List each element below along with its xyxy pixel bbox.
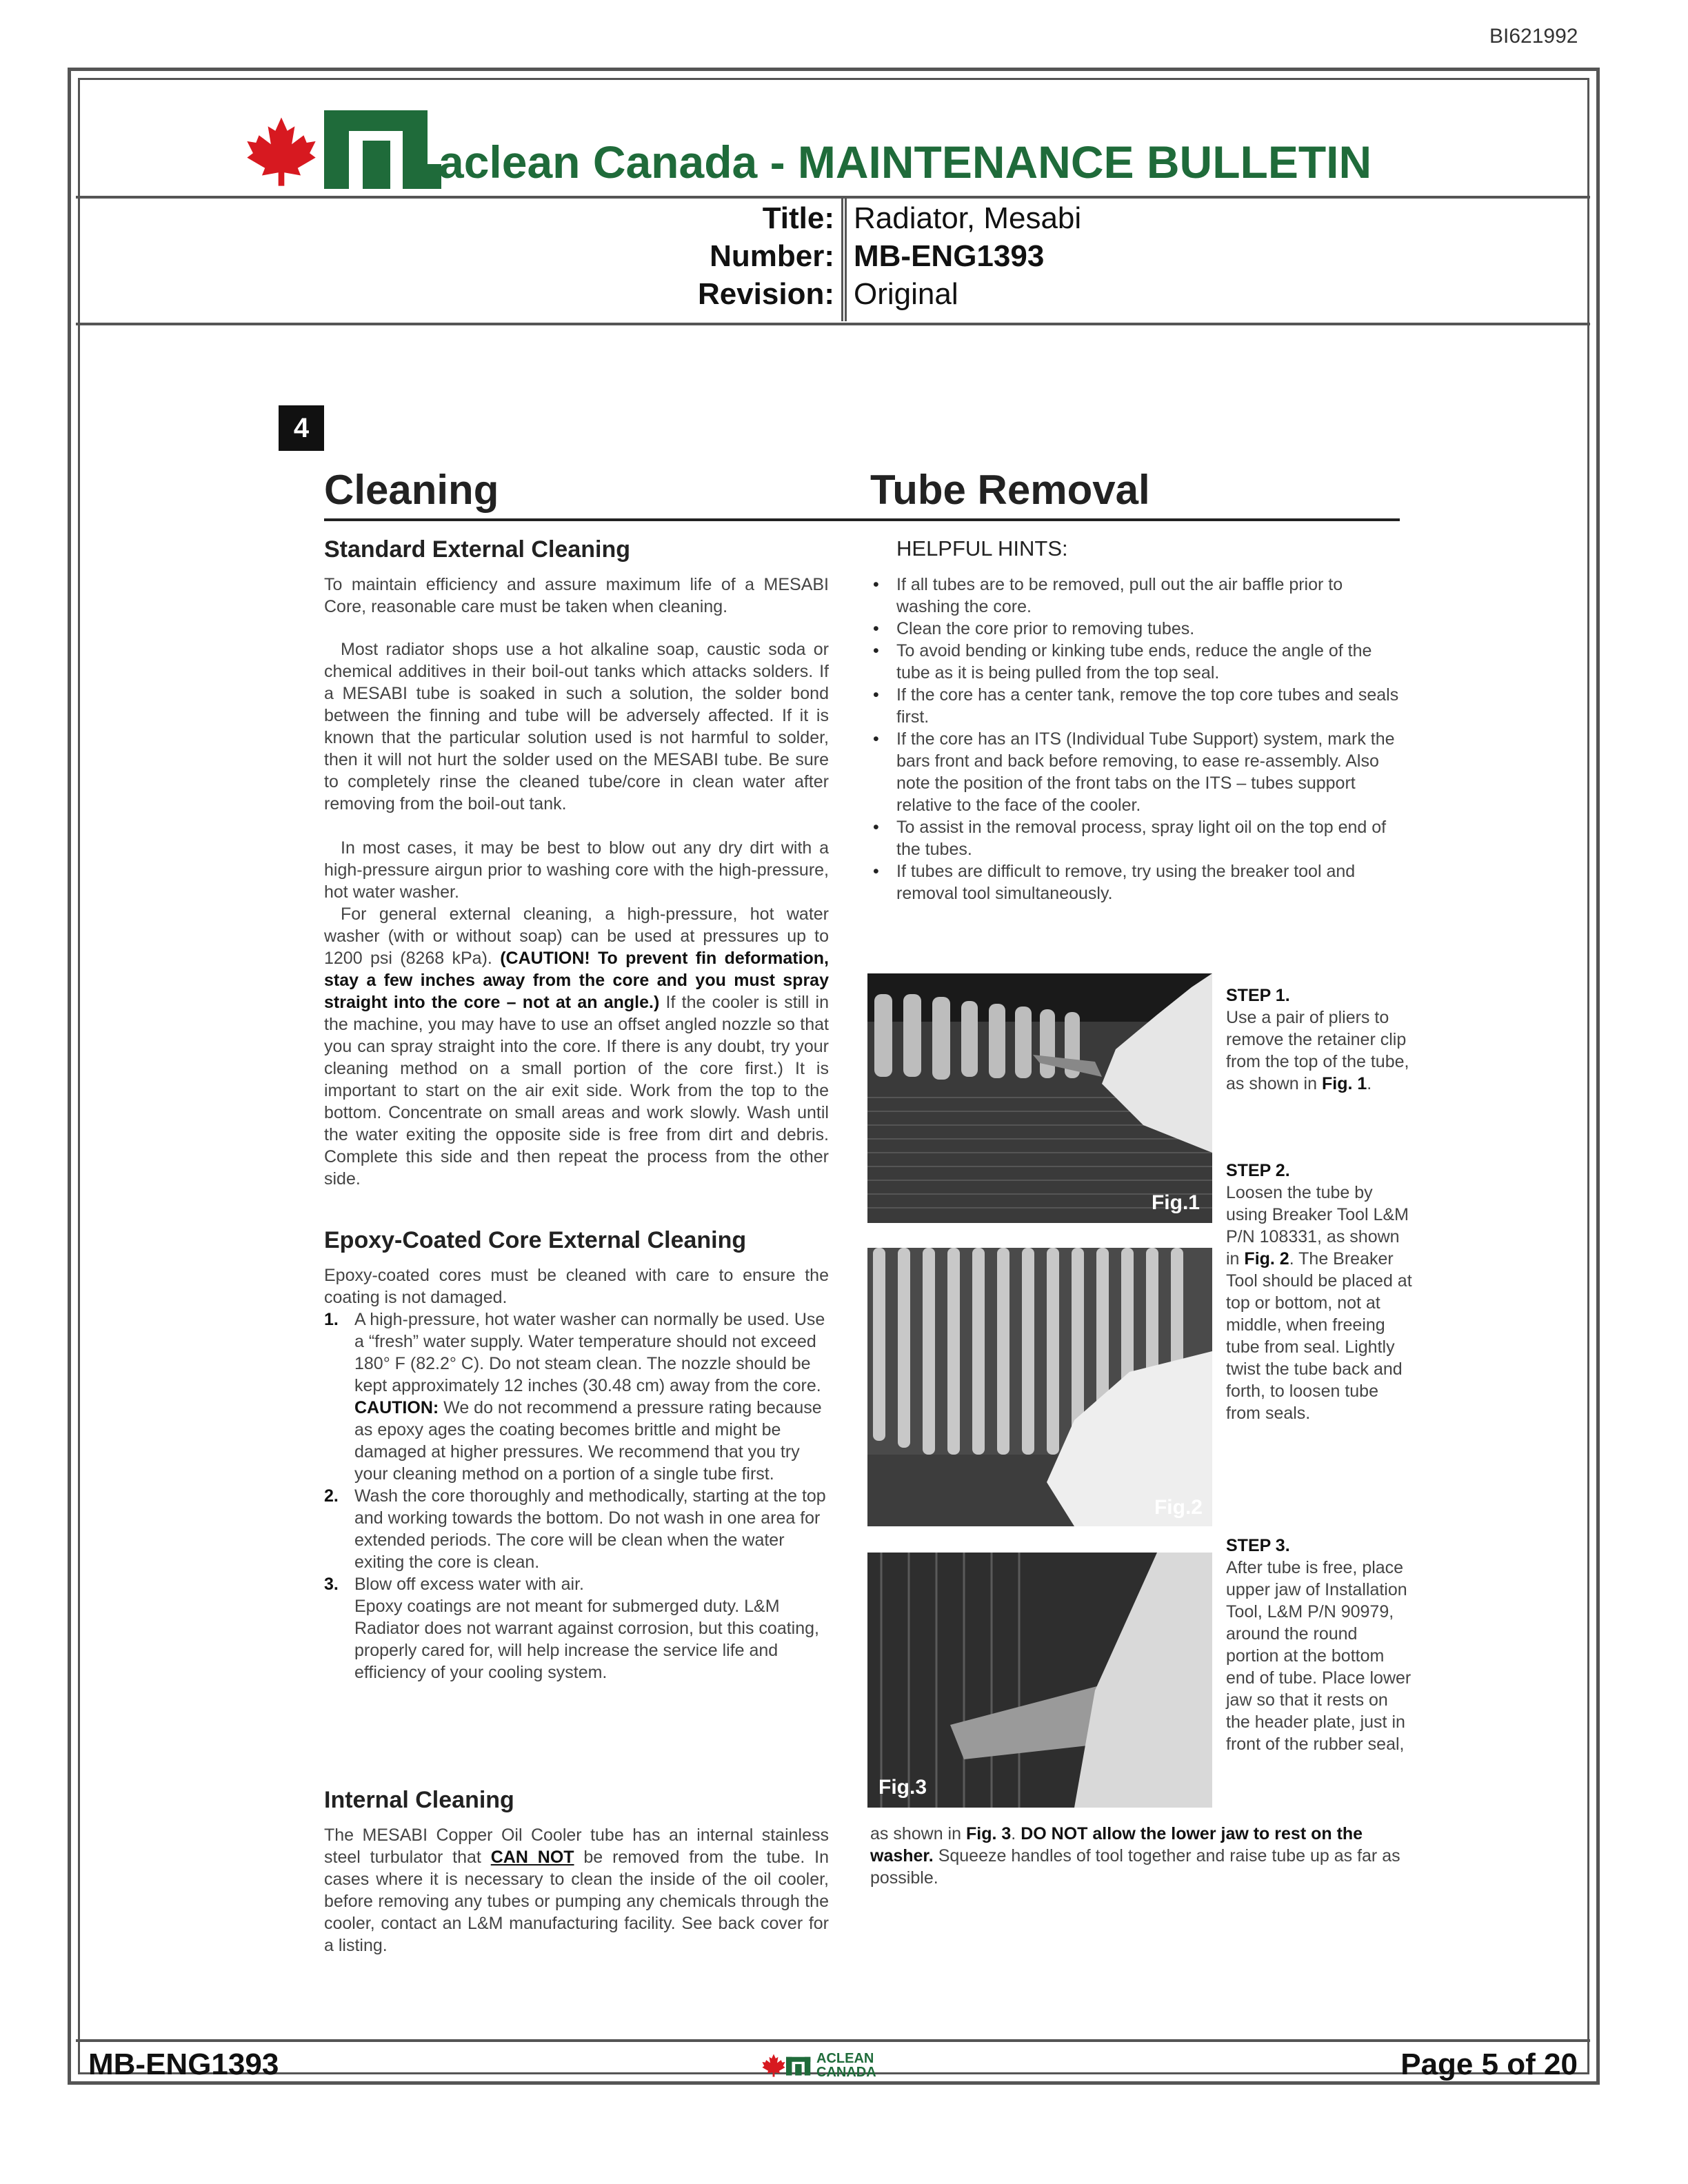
footer-page-number: Page 5 of 20 <box>1400 2048 1578 2081</box>
step-3: STEP 3. After tube is free, place upper jaw of Installation Tool, L&M P/N 90979, around the round portion at the bottom end of tube. Place lower jaw so that it rests on the header plate, just in front of the rubber seal, <box>1226 1536 1411 1754</box>
list-item: • If the core has a center tank, remove the top core tubes and seals first. <box>870 684 1408 728</box>
fig1-photo <box>867 973 1212 1223</box>
internal-cleaning-heading: Internal Cleaning <box>324 1787 514 1813</box>
fig2-photo <box>867 1248 1212 1526</box>
helpful-hints-heading: HELPFUL HINTS: <box>896 536 1068 560</box>
footer-bulletin-number: MB-ENG1393 <box>88 2048 279 2081</box>
bulletin-header <box>76 77 1590 199</box>
fig1-label: Fig.1 <box>1151 1191 1200 1214</box>
bulletin-meta-table <box>76 199 1590 325</box>
step-3-continued: as shown in Fig. 3. DO NOT allow the lower jaw to rest on the washer. Squeeze handles of tool together and raise tube up as far as possible. <box>870 1824 1400 1888</box>
caution-note: (CAUTION! To prevent fin deformation, stay a few inches away from the core and you must spray straight into the core – not at an angle.) <box>324 949 830 1012</box>
document-reference: BI621992 <box>1489 25 1578 48</box>
revision-label: Revision: <box>697 277 834 311</box>
list-item: • If the core has an ITS (Individual Tube Support) system, mark the bars front and back before removing, to ease re-assembly. Also note the position of the front tabs on the ITS – tubes support relative to the face of the cooler. <box>870 728 1408 816</box>
number-label: Number: <box>710 239 834 273</box>
list-item: 1. A high-pressure, hot water washer can normally be used. Use a “fresh” water supply. Water temperature should not exceed 180° F (82.2° C). Do not steam clean. The nozzle should be kept approximately 12 inches (30.48 cm) away from the core. CAUTION: We do not recommend a pressure rating because as epoxy ages the coating becomes brittle and might be damaged at higher pressures. We recommend that you try your cleaning method on a portion of a single tube first. <box>324 1310 825 1484</box>
cleaning-heading: Cleaning <box>324 467 499 513</box>
step-2: STEP 2. Loosen the tube by using Breaker Tool L&M P/N 108331, as shown in Fig. 2. The Breaker Tool should be placed at top or bottom, not at middle, when freeing tube from seal. Lightly twist the tube back and forth, to loosen tube from seals. <box>1226 1161 1412 1423</box>
standard-external-cleaning-heading: Standard External Cleaning <box>324 536 630 563</box>
bulletin-brand-title: aclean Canada - MAINTENANCE BULLETIN <box>439 136 1372 188</box>
number-value: MB-ENG1393 <box>854 239 1045 273</box>
title-value: Radiator, Mesabi <box>854 201 1082 235</box>
epoxy-cleaning-heading: Epoxy-Coated Core External Cleaning <box>324 1227 747 1253</box>
cleaning-paragraph-4: For general external cleaning, a high-pressure, hot water washer (with or without soap) can be used at pressures up to 1200 psi (8268 kPa). (CAUTION! To prevent fin deformation, stay a few inches away from the core and you must spray straight into the core – not at an angle.) If the cooler is still in the machine, you may have to use an offset angled nozzle so that you can spray straight into the core. If there is any doubt, try your cleaning method on a small portion of the core first.) It is important to start on the air exit side. Work from the top to the bottom. Concentrate on small areas and work slowly. Wash until the water exiting the opposite side is free from dirt and debris. Complete this side and then repeat the process from the other side. <box>324 904 830 1189</box>
cleaning-paragraph-2: Most radiator shops use a hot alkaline soap, caustic soda or chemical additives in their boil-out tanks which attacks solders. If a MESABI tube is soaked in such a solution, the solder bond between the finning and tube will be adversely affected. If it is known that the particular solution used is not harmful to solder, then it will not hurt the solder used on the MESABI tube. Be sure to completely rinse the cleaned tube/core in clean water after removing from the boil-out tank. <box>324 640 829 813</box>
fig3-photo <box>867 1553 1212 1808</box>
footer-logo: ACLEAN CANADA <box>761 2045 876 2079</box>
list-item: • To avoid bending or kinking tube ends, reduce the angle of the tube as it is being pulled from the top seal. <box>870 640 1408 684</box>
list-item: • If tubes are difficult to remove, try using the breaker tool and removal tool simultaneously. <box>870 860 1408 904</box>
list-item: • Clean the core prior to removing tubes. <box>870 618 1408 640</box>
maple-leaf-icon <box>244 114 319 189</box>
step-1: STEP 1. Use a pair of pliers to remove the retainer clip from the top of the tube, as shown in Fig. 1. <box>1226 986 1409 1093</box>
page-footer <box>76 2039 1590 2082</box>
maclean-logo <box>244 92 1372 189</box>
title-label: Title: <box>762 201 834 235</box>
list-item: 2. Wash the core thoroughly and methodically, starting at the top and working towards the bottom. Do not wash in one area for extended periods. The core will be clean when the water exiting the core is clean. <box>324 1486 826 1572</box>
list-item: 3. Blow off excess water with air. Epoxy coatings are not meant for submerged duty. L&M Radiator does not warrant against corrosion, but this coating, properly cared for, will help increase the service life and efficiency of your cooling system. <box>324 1575 819 1682</box>
list-item: • To assist in the removal process, spray light oil on the top end of the tubes. <box>870 816 1408 860</box>
maple-leaf-icon <box>761 2052 786 2079</box>
epoxy-intro-paragraph: Epoxy-coated cores must be cleaned with care to ensure the coating is not damaged. <box>324 1266 829 1307</box>
fig2-label: Fig.2 <box>1154 1496 1203 1519</box>
tube-removal-heading: Tube Removal <box>870 467 1150 513</box>
revision-value: Original <box>854 277 958 311</box>
epoxy-steps-list <box>324 1308 829 1684</box>
fig3-label: Fig.3 <box>878 1776 927 1799</box>
m-logo-icon <box>786 2050 814 2079</box>
m-logo-icon <box>324 98 441 189</box>
internal-cleaning-paragraph: The MESABI Copper Oil Cooler tube has an internal stainless steel turbulator that CAN NOT be removed from the tube. In cases where it is necessary to clean the inside of the oil cooler, before removing any tubes or pumping any chemicals through the cooler, contact an L&M manufacturing facility. See back cover for a listing. <box>324 1826 830 1955</box>
cleaning-paragraph-3: In most cases, it may be best to blow out any dry dirt with a high-pressure airgun prior to washing core with the high-pressure, hot water washer. <box>324 838 829 902</box>
helpful-hints-list <box>870 574 1408 904</box>
heading-rule <box>324 518 1400 521</box>
cleaning-paragraph-1: To maintain efficiency and assure maximum life of a MESABI Core, reasonable care must be taken when cleaning. <box>324 575 829 616</box>
section-number-badge: 4 <box>279 405 324 451</box>
list-item: • If all tubes are to be removed, pull out the air baffle prior to washing the core. <box>870 574 1408 618</box>
